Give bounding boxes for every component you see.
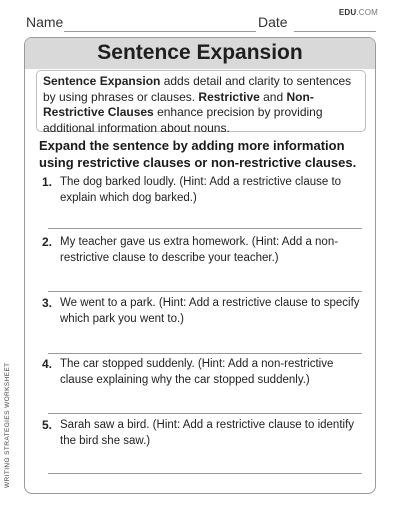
question-number: 1.	[42, 175, 53, 189]
brand-logo: EDU.COM	[338, 8, 378, 17]
question-number: 3.	[42, 296, 53, 310]
answer-line[interactable]	[48, 353, 362, 354]
term-non-restrictive-clauses: Non-Restrictive Clauses	[43, 89, 314, 119]
question-number: 5.	[42, 418, 53, 432]
worksheet-title: Sentence Expansion	[97, 41, 303, 64]
date-label: Date	[258, 14, 288, 30]
term-restrictive: Restrictive	[198, 89, 260, 104]
worksheet-header	[26, 8, 378, 34]
answer-line[interactable]	[48, 291, 362, 292]
question-text: We went to a park. (Hint: Add a restrictive clause to specify which park you went to.)	[60, 297, 360, 325]
answer-line[interactable]	[48, 413, 362, 414]
definition-text-3: enhance precision by providing additional information about nouns.	[43, 105, 323, 135]
side-label: WRITING STRATEGIES WORKSHEET	[4, 362, 11, 488]
answer-line[interactable]	[48, 473, 362, 474]
definition-text-1: adds detail and clarity to sentences by using phrases or clauses.	[43, 74, 352, 104]
name-label: Name	[26, 14, 64, 30]
title-band	[25, 38, 375, 69]
question-text: Sarah saw a bird. (Hint: Add a restrictive clause to identify the bird she saw.)	[60, 419, 355, 447]
worksheet-card	[24, 37, 376, 494]
question-text: The dog barked loudly. (Hint: Add a restrictive clause to explain which dog barked.)	[60, 176, 342, 204]
question-number: 2.	[42, 235, 53, 249]
question-text: My teacher gave us extra homework. (Hint: Add a non-restrictive clause to describe your teacher.)	[60, 236, 339, 264]
question-text: The car stopped suddenly. (Hint: Add a non-restrictive clause explaining why the car stopped suddenly.)	[60, 358, 334, 386]
name-line[interactable]	[64, 31, 256, 32]
instructions: Expand the sentence by adding more information using restrictive clauses or non-restrictive clauses.	[39, 138, 357, 170]
definition-box	[36, 70, 366, 135]
answer-line[interactable]	[48, 228, 362, 229]
question-number: 4.	[42, 357, 53, 371]
date-line[interactable]	[294, 31, 376, 32]
definition-text-2: and	[259, 89, 287, 104]
term-sentence-expansion: Sentence Expansion	[43, 74, 161, 88]
